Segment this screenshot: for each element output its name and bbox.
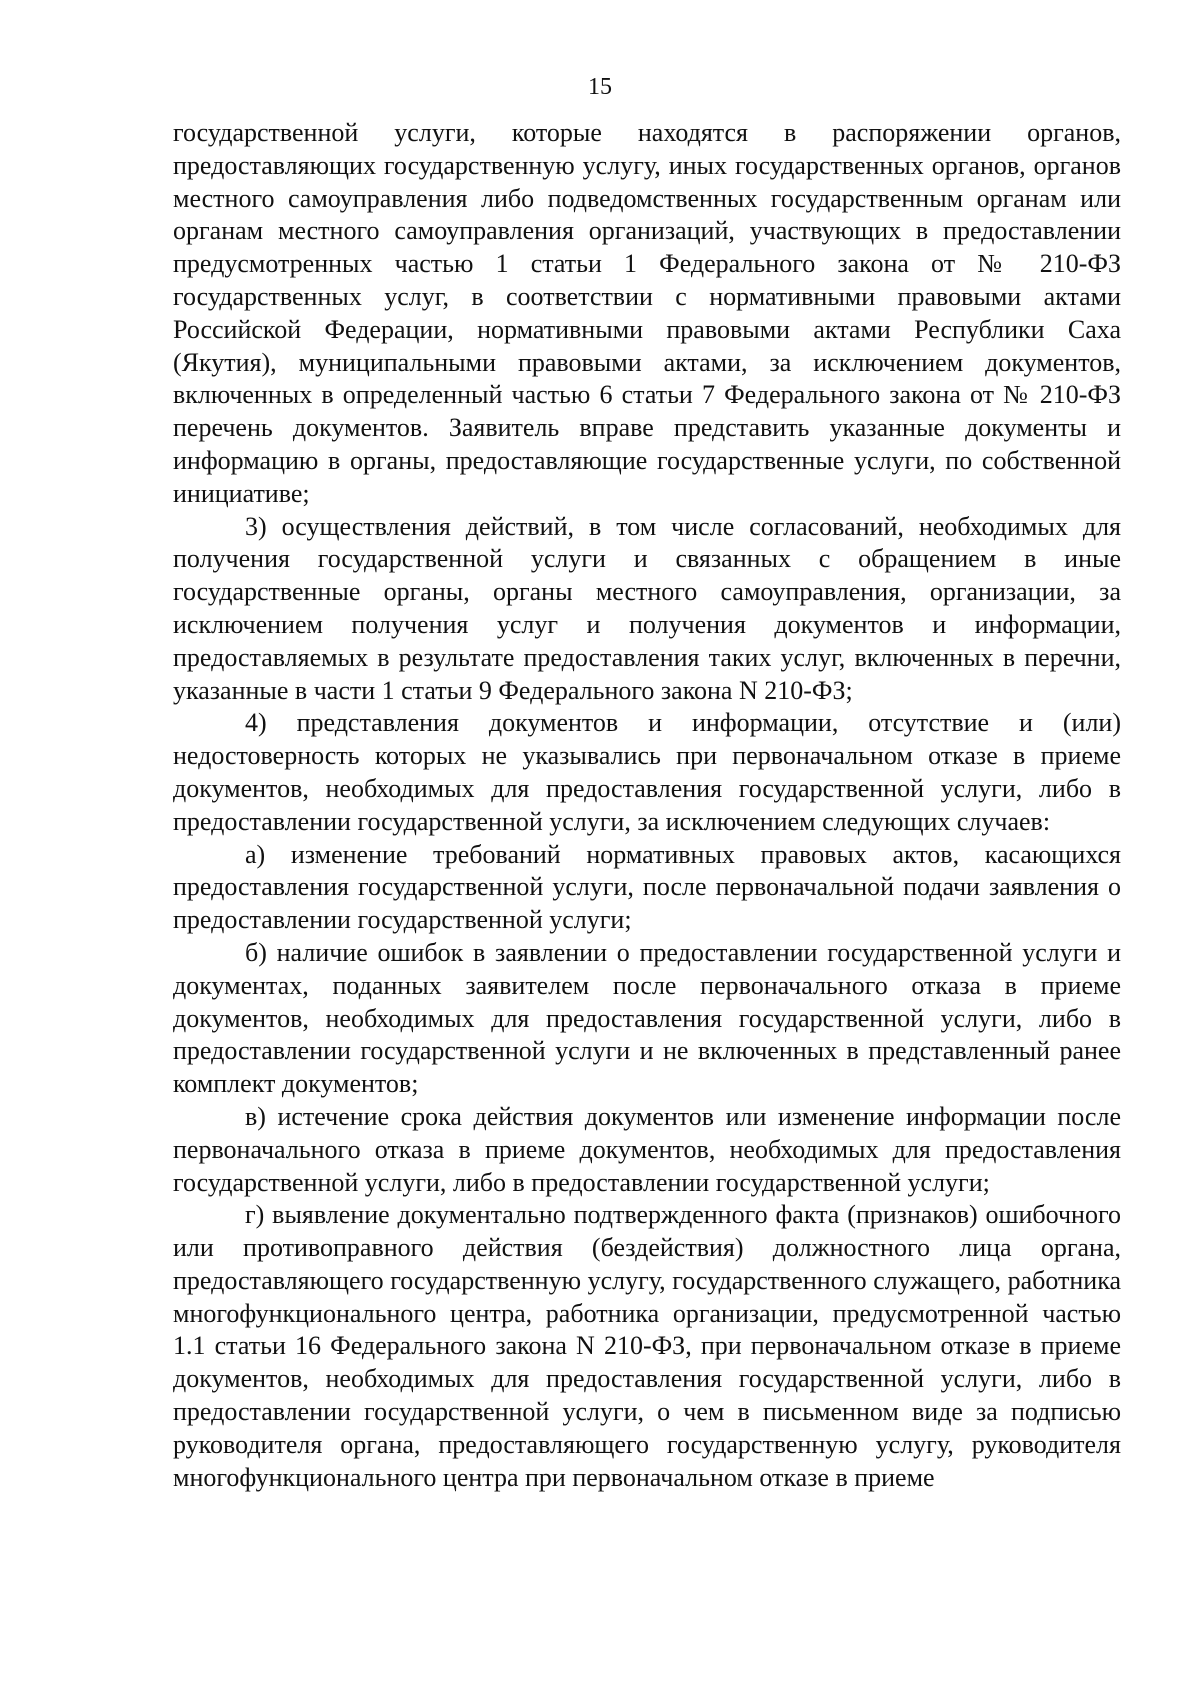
paragraph-item-3: 3) осуществления действий, в том числе согласований, необходимых для получения государственной услуги и связанных с обращением в иные государственные органы, органы местного самоуправления, организации, за исключением получения услуг и получения документов и информации, предоставляемых в результате предоставления таких услуг, включенных в перечни, указанные в части 1 статьи 9 Федерального закона N 210-ФЗ;: [173, 511, 1121, 705]
paragraph-continuation: государственной услуги, которые находятся в распоряжении органов, предоставляющих государственную услугу, иных государственных органов, органов местного самоуправления либо подведомственных государственным органам или органам местного самоуправления организаций, участвующих в предоставлении предусмотренных частью 1 статьи 1 Федерального закона от № 210-ФЗ государственных услуг, в соответствии с нормативными правовыми актами Российской Федерации, нормативными правовыми актами Республики Саха (Якутия), муниципальными правовыми актами, за исключением документов, включенных в определенный частью 6 статьи 7 Федерального закона от № 210-ФЗ перечень документов. Заявитель вправе представить указанные документы и информацию в органы, предоставляющие государственные услуги, по собственной инициативе;: [173, 118, 1121, 508]
paragraph-subitem-a: а) изменение требований нормативных правовых актов, касающихся предоставления государственной услуги, после первоначальной подачи заявления о предоставлении государственной услуги;: [173, 839, 1121, 935]
paragraph-subitem-b: б) наличие ошибок в заявлении о предоставлении государственной услуги и документах, поданных заявителем после первоначального отказа в приеме документов, необходимых для предоставления государственной услуги, либо в предоставлении государственной услуги и не включенных в представленный ранее комплект документов;: [173, 937, 1121, 1099]
document-body: [173, 117, 1121, 1494]
paragraph-item-4: 4) представления документов и информации, отсутствие и (или) недостоверность которых не указывались при первоначальном отказе в приеме документов, необходимых для предоставления государственной услуги, либо в предоставлении государственной услуги, за исключением следующих случаев:: [173, 708, 1121, 836]
page-number: 15: [588, 74, 612, 100]
paragraph-subitem-v: в) истечение срока действия документов или изменение информации после первоначального отказа в приеме документов, необходимых для предоставления государственной услуги, либо в предоставлении государственной услуги;: [173, 1101, 1121, 1197]
paragraph-subitem-g: г) выявление документально подтвержденного факта (признаков) ошибочного или противоправного действия (бездействия) должностного лица органа, предоставляющего государственную услугу, государственного служащего, работника многофункционального центра, работника организации, предусмотренной частью 1.1 статьи 16 Федерального закона N 210-ФЗ, при первоначальном отказе в приеме документов, необходимых для предоставления государственной услуги, либо в предоставлении государственной услуги, о чем в письменном виде за подписью руководителя органа, предоставляющего государственную услугу, руководителя многофункционального центра при первоначальном отказе в приеме: [173, 1200, 1121, 1492]
